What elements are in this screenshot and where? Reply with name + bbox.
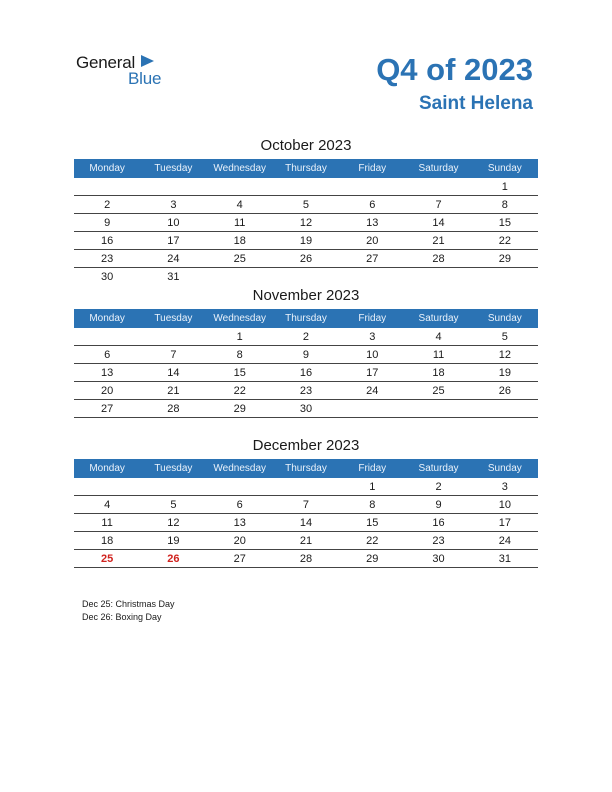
day-cell: 29: [366, 553, 379, 565]
weekday-header: Monday: [89, 163, 125, 174]
day-cell: [140, 178, 206, 195]
week-row: [74, 328, 538, 346]
day-cell: [207, 268, 273, 285]
day-cell: 10: [366, 349, 379, 361]
day-cell: 4: [104, 499, 111, 511]
day-cell: [207, 178, 273, 195]
day-cell: [273, 178, 339, 195]
day-cell: 19: [498, 367, 511, 379]
day-cell: 1: [236, 331, 243, 343]
weekday-header: Friday: [358, 313, 387, 324]
day-cell: 9: [104, 217, 111, 229]
day-cell: 24: [167, 253, 180, 265]
day-cell: 18: [101, 535, 114, 547]
holiday-note: Dec 26: Boxing Day: [82, 612, 162, 622]
day-cell: 19: [167, 535, 180, 547]
day-cell: 16: [101, 235, 114, 247]
day-cell: 24: [366, 385, 379, 397]
week-row: [74, 496, 538, 514]
weekday-header: Sunday: [487, 463, 522, 474]
day-cell: 11: [432, 349, 445, 361]
weekday-header: Sunday: [487, 163, 522, 174]
day-cell: 11: [101, 517, 113, 529]
day-cell: 22: [233, 385, 246, 397]
weekday-header: Friday: [358, 463, 387, 474]
day-cell: 13: [366, 217, 379, 229]
day-cell: 14: [432, 217, 445, 229]
weekday-header: Wednesday: [213, 163, 267, 174]
day-cell: 23: [101, 253, 114, 265]
week-row: [74, 346, 538, 364]
day-cell: 23: [432, 535, 445, 547]
logo-triangle-icon: [141, 55, 154, 67]
month-title: October 2023: [260, 137, 352, 154]
day-cell: 25: [432, 385, 445, 397]
weekday-header: Wednesday: [213, 313, 267, 324]
day-cell: 3: [369, 331, 376, 343]
day-cell: 5: [170, 499, 177, 511]
day-cell: 6: [104, 349, 111, 361]
day-cell: [339, 178, 405, 195]
week-row: [74, 382, 538, 400]
day-cell: 20: [101, 385, 114, 397]
week-row: [74, 214, 538, 232]
weekday-header-row: [74, 309, 538, 328]
day-cell: 15: [366, 517, 379, 529]
logo-blue-text: Blue: [128, 69, 162, 88]
day-cell: 28: [299, 553, 313, 565]
day-cell: 11: [233, 217, 246, 229]
day-cell: 8: [369, 499, 376, 511]
day-cell: 22: [498, 235, 511, 247]
day-cell: 12: [299, 217, 313, 229]
day-cell: [207, 478, 273, 495]
day-cell: [339, 268, 405, 285]
day-cell: 2: [435, 481, 442, 493]
week-row: [74, 196, 538, 214]
weekday-header: Sunday: [487, 313, 522, 324]
weekday-header: Thursday: [285, 163, 327, 174]
day-cell: 3: [501, 481, 508, 493]
day-cell: 17: [498, 517, 511, 529]
day-cell: [472, 400, 538, 417]
month-calendar: [74, 437, 538, 568]
day-cell: 18: [233, 235, 246, 247]
day-cell: 25: [101, 553, 114, 565]
day-cell: 30: [299, 403, 313, 415]
day-cell: 27: [366, 253, 379, 265]
day-cell: 31: [498, 553, 511, 565]
day-cell: 9: [435, 499, 442, 511]
day-cell: 25: [233, 253, 246, 265]
day-cell: [405, 178, 471, 195]
day-cell: 24: [498, 535, 511, 547]
weekday-header: Thursday: [285, 313, 327, 324]
day-cell: 28: [167, 403, 180, 415]
day-cell: 16: [299, 367, 313, 379]
day-cell: 12: [498, 349, 511, 361]
day-cell: 1: [501, 181, 508, 193]
weekday-header: Saturday: [418, 313, 459, 324]
day-cell: 5: [501, 331, 508, 343]
month-calendar: [74, 137, 538, 285]
day-cell: 17: [167, 235, 180, 247]
day-cell: 30: [432, 553, 445, 565]
day-cell: 14: [167, 367, 180, 379]
day-cell: 2: [104, 199, 111, 211]
holiday-note: Dec 25: Christmas Day: [82, 599, 175, 609]
weekday-header: Friday: [358, 163, 387, 174]
weekday-header: Saturday: [418, 463, 459, 474]
day-cell: 2: [302, 331, 310, 343]
day-cell: 28: [432, 253, 445, 265]
weekday-header: Monday: [89, 463, 125, 474]
weekday-header-row: [74, 159, 538, 178]
day-cell: 13: [233, 517, 246, 529]
page-title: Q4 of 2023: [376, 52, 533, 87]
week-row: [74, 400, 538, 418]
day-cell: 18: [432, 367, 445, 379]
day-cell: 21: [167, 385, 180, 397]
week-row: [74, 514, 538, 532]
day-cell: 26: [498, 385, 511, 397]
day-cell: [74, 328, 140, 345]
day-cell: 30: [101, 271, 114, 283]
day-cell: 8: [501, 199, 508, 211]
logo: [76, 53, 176, 87]
day-cell: [140, 478, 206, 495]
day-cell: 5: [302, 199, 310, 211]
day-cell: 7: [435, 199, 442, 211]
day-cell: 20: [366, 235, 379, 247]
day-cell: 13: [101, 367, 114, 379]
day-cell: 26: [167, 553, 180, 565]
day-cell: 10: [498, 499, 511, 511]
day-cell: 27: [101, 403, 114, 415]
week-row: [74, 532, 538, 550]
day-cell: 3: [170, 199, 177, 211]
day-cell: 23: [299, 385, 313, 397]
day-cell: 15: [498, 217, 511, 229]
holiday-notes: [82, 598, 175, 624]
weekday-header: Saturday: [418, 163, 459, 174]
month-title: November 2023: [252, 287, 360, 304]
weekday-header-row: [74, 459, 538, 478]
day-cell: [472, 268, 538, 285]
day-cell: 9: [302, 349, 310, 361]
week-row: [74, 250, 538, 268]
day-cell: [339, 400, 405, 417]
weekday-header: Tuesday: [154, 313, 193, 324]
day-cell: 17: [366, 367, 379, 379]
page-subtitle: Saint Helena: [418, 93, 533, 114]
day-cell: 29: [498, 253, 511, 265]
month-title: December 2023: [252, 437, 360, 454]
day-cell: 19: [299, 235, 313, 247]
week-row: [74, 550, 538, 568]
day-cell: 14: [299, 517, 313, 529]
day-cell: 27: [233, 553, 246, 565]
day-cell: 4: [236, 199, 243, 211]
day-cell: 1: [369, 481, 376, 493]
day-cell: 21: [299, 535, 313, 547]
day-cell: 31: [167, 271, 180, 283]
month-calendar: [74, 287, 538, 418]
day-cell: 15: [233, 367, 246, 379]
day-cell: [140, 328, 206, 345]
day-cell: [74, 178, 140, 195]
day-cell: 4: [435, 331, 442, 343]
weekday-header: Thursday: [285, 463, 327, 474]
week-row: [74, 232, 538, 250]
day-cell: 12: [167, 517, 180, 529]
day-cell: 6: [369, 199, 376, 211]
weekday-header: Monday: [89, 313, 125, 324]
day-cell: [74, 478, 140, 495]
day-cell: 22: [366, 535, 379, 547]
day-cell: 21: [432, 235, 445, 247]
weekday-header: Tuesday: [154, 163, 193, 174]
day-cell: 16: [432, 517, 445, 529]
day-cell: 29: [233, 403, 246, 415]
weekday-header: Tuesday: [154, 463, 193, 474]
day-cell: [405, 268, 471, 285]
day-cell: 26: [299, 253, 313, 265]
day-cell: 10: [167, 217, 180, 229]
logo-general-text: General: [76, 53, 136, 72]
weekday-header: Wednesday: [213, 463, 267, 474]
day-cell: 8: [236, 349, 243, 361]
week-row: [74, 178, 538, 196]
day-cell: [405, 400, 471, 417]
day-cell: 7: [302, 499, 310, 511]
day-cell: 6: [236, 499, 243, 511]
day-cell: [273, 478, 339, 495]
day-cell: 7: [170, 349, 177, 361]
week-row: [74, 478, 538, 496]
day-cell: [273, 268, 339, 285]
week-row: [74, 364, 538, 382]
week-row: [74, 268, 538, 285]
day-cell: 20: [233, 535, 246, 547]
